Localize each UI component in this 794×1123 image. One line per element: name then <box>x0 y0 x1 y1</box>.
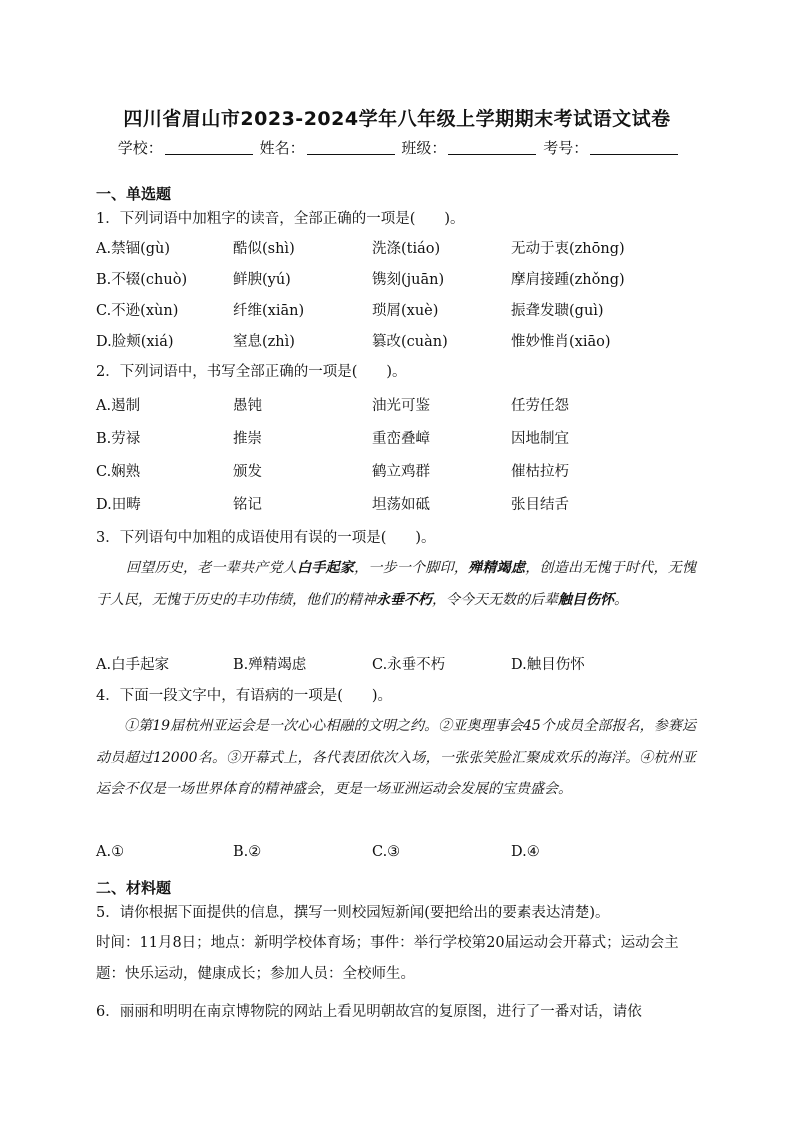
name-label: 姓名： <box>259 139 305 157</box>
number-blank[interactable] <box>590 140 678 155</box>
option-cell: B.不辍(chuò) <box>96 272 188 288</box>
question-2-option-row <box>96 427 696 447</box>
option-cell: 酷似(shì) <box>233 241 295 257</box>
class-blank[interactable] <box>448 140 536 155</box>
question-5-material <box>96 928 700 990</box>
class-label: 班级： <box>401 139 447 157</box>
name-blank[interactable] <box>307 140 395 155</box>
option-cell: D.田畴 <box>96 497 141 513</box>
option-b: B.殚精竭虑 <box>233 657 307 673</box>
option-cell: A.遏制 <box>96 398 141 414</box>
question-3-stem: 3．下列语句中加粗的成语使用有误的一项是( )。 <box>96 530 436 546</box>
material-text: 时间：11月8日；地点：新明学校体育场；事件：举行学校第20届运动会开幕式；运动会主题：快乐运动，健康成长；参加人员：全校师生。 <box>96 935 679 982</box>
option-cell: 篡改(cuàn) <box>372 334 448 350</box>
option-d: D.④ <box>511 844 540 860</box>
option-cell: 振聋发聩(guì) <box>511 303 604 319</box>
option-cell: 铭记 <box>233 497 262 513</box>
passage-text: 回望历史，老一辈共产党人 <box>126 560 298 576</box>
option-cell: 鹤立鸡群 <box>372 464 430 480</box>
option-cell: 油光可鉴 <box>372 398 430 414</box>
option-cell: 任劳任怨 <box>511 398 569 414</box>
option-c: C.永垂不朽 <box>372 657 446 673</box>
option-cell: 鲜腴(yú) <box>233 272 291 288</box>
passage-text: 。 <box>614 591 628 608</box>
option-cell: 坦荡如砥 <box>372 497 430 513</box>
number-label: 考号： <box>543 139 589 157</box>
bold-idiom: 永垂不朽 <box>376 591 432 608</box>
option-cell: 催枯拉朽 <box>511 464 569 480</box>
question-5-stem: 5．请你根据下面提供的信息，撰写一则校园短新闻(要把给出的要素表达清楚)。 <box>96 905 610 921</box>
option-d: D.触目伤怀 <box>511 657 585 673</box>
school-label: 学校： <box>117 139 163 157</box>
question-3-passage <box>96 553 696 616</box>
question-2-option-row <box>96 460 696 480</box>
option-a: A.白手起家 <box>96 657 170 673</box>
option-cell: 纤维(xiān) <box>233 303 305 319</box>
student-info-line <box>0 137 794 158</box>
option-c: C.③ <box>372 844 401 860</box>
option-b: B.② <box>233 844 262 860</box>
question-3-option-row <box>96 653 696 673</box>
question-6-stem: 6．丽丽和明明在南京博物院的网站上看见明朝故宫的复原图，进行了一番对话，请依 <box>96 1004 642 1020</box>
option-cell: 摩肩接踵(zhǒng) <box>511 272 625 288</box>
exam-title: 四川省眉山市2023-2024学年八年级上学期期末考试语文试卷 <box>123 108 671 130</box>
question-4-option-row <box>96 844 696 864</box>
option-cell: 惟妙惟肖(xiāo) <box>511 334 611 350</box>
option-a: A.① <box>96 844 125 860</box>
passage-text: ①第19届杭州亚运会是一次心心相融的文明之约。②亚奥理事会45个成员全部报名，参赛运动员超过12000名。③开幕式上，各代表团依次入场，一张张笑脸汇聚成欢乐的海洋。④杭州亚运会不仅是一场世界体育的精神盛会，更是一场亚洲运动会发展的宝贵盛会。 <box>96 718 696 797</box>
option-cell: 琐屑(xuè) <box>372 303 439 319</box>
school-blank[interactable] <box>165 140 253 155</box>
option-cell: C.不逊(xùn) <box>96 303 179 319</box>
option-cell: D.脸颊(xiá) <box>96 334 174 350</box>
question-1-stem: 1．下列词语中加粗字的读音，全部正确的一项是( )。 <box>96 211 465 227</box>
passage-text: ，一步一个脚印， <box>354 560 469 576</box>
option-cell: C.娴熟 <box>96 464 141 480</box>
option-cell: 无动于衷(zhōng) <box>511 241 625 257</box>
question-1-option-row <box>96 330 696 350</box>
section-heading-material: 二、材料题 <box>96 879 172 897</box>
option-cell: 愚钝 <box>233 398 262 414</box>
question-2-option-row <box>96 493 696 513</box>
option-cell: 推崇 <box>233 431 262 447</box>
option-cell: 镌刻(juān) <box>372 272 445 288</box>
bold-idiom: 触目伤怀 <box>558 591 614 608</box>
option-cell: 窒息(zhì) <box>233 334 295 350</box>
bold-idiom: 白手起家 <box>297 560 355 576</box>
option-cell: 因地制宜 <box>511 431 569 447</box>
bold-idiom: 殚精竭虑 <box>468 560 526 576</box>
passage-text: ，令今天无数的后辈 <box>432 591 558 608</box>
question-1-option-row <box>96 237 696 257</box>
question-2-option-row <box>96 394 696 414</box>
question-2-stem: 2．下列词语中，书写全部正确的一项是( )。 <box>96 364 407 380</box>
section-heading-single-choice: 一、单选题 <box>96 185 172 203</box>
option-cell: 张目结舌 <box>511 497 569 513</box>
option-cell: A.禁锢(gù) <box>96 241 171 257</box>
passage-text: ，创造出无愧于时代，无愧于人民，无愧于历史的丰功伟绩，他们的精神 <box>96 560 697 608</box>
option-cell: 洗涤(tiáo) <box>372 241 441 257</box>
question-4-stem: 4．下面一段文字中，有语病的一项是( )。 <box>96 688 393 704</box>
option-cell: 颁发 <box>233 464 262 480</box>
question-4-passage <box>96 711 696 806</box>
option-cell: B.劳禄 <box>96 431 141 447</box>
question-1-option-row <box>96 299 696 319</box>
question-1-option-row <box>96 268 696 288</box>
option-cell: 重峦叠嶂 <box>372 431 430 447</box>
